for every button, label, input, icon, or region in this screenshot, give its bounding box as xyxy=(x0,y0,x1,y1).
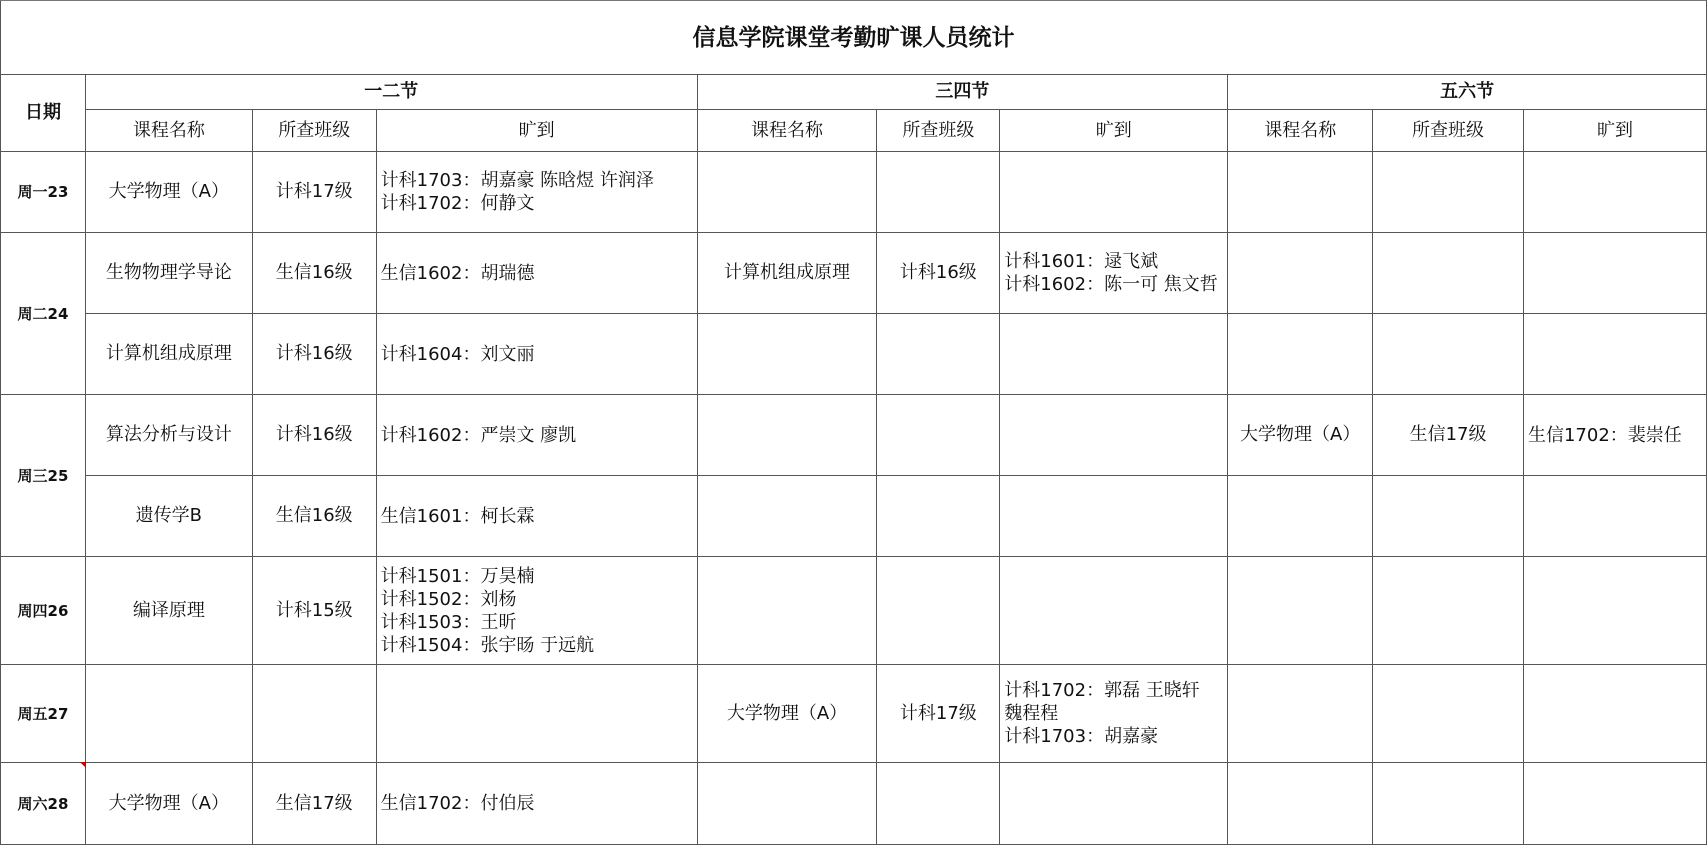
absent-cell[interactable] xyxy=(376,314,697,395)
class-cell[interactable]: 计科16级 xyxy=(252,395,376,476)
empty-cell[interactable] xyxy=(1523,557,1706,665)
absent-cell[interactable] xyxy=(376,763,697,845)
absent-cell[interactable] xyxy=(376,395,697,476)
table-row xyxy=(1,314,1707,395)
absent-cell[interactable] xyxy=(376,557,697,665)
course-cell[interactable]: 大学物理（A） xyxy=(697,665,877,763)
sheet-title[interactable]: 信息学院课堂考勤旷课人员统计 xyxy=(1,1,1707,75)
date-header[interactable]: 日期 xyxy=(1,75,86,152)
empty-cell[interactable] xyxy=(877,395,1000,476)
class-cell[interactable]: 生信17级 xyxy=(252,763,376,845)
day-cell[interactable]: 周二24 xyxy=(1,233,86,395)
day-cell[interactable]: 周五27 xyxy=(1,665,86,763)
day-cell[interactable]: 周一23 xyxy=(1,152,86,233)
absent-line: 计科1703：胡嘉豪 xyxy=(1004,726,1159,747)
empty-cell[interactable] xyxy=(697,395,877,476)
empty-cell[interactable] xyxy=(1373,763,1524,845)
empty-cell[interactable] xyxy=(1523,476,1706,557)
absent-header[interactable]: 旷到 xyxy=(1000,110,1228,152)
course-name-header[interactable]: 课程名称 xyxy=(85,110,252,152)
course-cell[interactable]: 计算机组成原理 xyxy=(85,314,252,395)
absent-line: 计科1702：何静文 xyxy=(380,193,535,214)
empty-cell[interactable] xyxy=(877,476,1000,557)
empty-cell[interactable] xyxy=(1373,152,1524,233)
class-cell[interactable]: 计科17级 xyxy=(877,665,1000,763)
day-cell[interactable]: 周四26 xyxy=(1,557,86,665)
empty-cell[interactable] xyxy=(1373,476,1524,557)
empty-cell[interactable] xyxy=(1523,314,1706,395)
empty-cell[interactable] xyxy=(877,763,1000,845)
absent-header[interactable]: 旷到 xyxy=(376,110,697,152)
table-row xyxy=(1,763,1707,845)
absent-line: 计科1703：胡嘉豪 陈晗煜 许润泽 xyxy=(380,170,654,191)
empty-cell[interactable] xyxy=(1228,557,1373,665)
empty-cell[interactable] xyxy=(1228,763,1373,845)
class-cell[interactable]: 计科16级 xyxy=(877,233,1000,314)
empty-cell[interactable] xyxy=(1523,763,1706,845)
absent-cell[interactable] xyxy=(1523,395,1706,476)
absent-line: 计科1602：陈一可 焦文哲 xyxy=(1004,274,1218,295)
empty-cell[interactable] xyxy=(1373,314,1524,395)
course-name-header[interactable]: 课程名称 xyxy=(1228,110,1373,152)
empty-cell[interactable] xyxy=(1000,763,1228,845)
absent-header[interactable]: 旷到 xyxy=(1523,110,1706,152)
empty-cell[interactable] xyxy=(1373,557,1524,665)
empty-cell[interactable] xyxy=(1373,233,1524,314)
course-cell[interactable]: 计算机组成原理 xyxy=(697,233,877,314)
empty-cell[interactable] xyxy=(1000,314,1228,395)
absent-cell[interactable] xyxy=(376,233,697,314)
absent-line: 生信1702：付伯辰 xyxy=(380,793,535,814)
empty-cell[interactable] xyxy=(1523,665,1706,763)
class-cell[interactable]: 生信16级 xyxy=(252,476,376,557)
empty-cell[interactable] xyxy=(877,152,1000,233)
course-cell[interactable]: 大学物理（A） xyxy=(85,152,252,233)
absent-line: 计科1604：刘文丽 xyxy=(380,343,535,365)
empty-cell[interactable] xyxy=(1523,152,1706,233)
period-12-header[interactable]: 一二节 xyxy=(85,75,697,110)
absent-line: 计科1702：郭磊 王晓轩 xyxy=(1004,680,1200,701)
table-row xyxy=(1,665,1707,763)
empty-cell[interactable] xyxy=(1228,665,1373,763)
empty-cell[interactable] xyxy=(697,152,877,233)
empty-cell[interactable] xyxy=(252,665,376,763)
table-row xyxy=(1,152,1707,233)
absent-line: 生信1601：柯长霖 xyxy=(380,505,535,527)
course-cell[interactable]: 遗传学B xyxy=(85,476,252,557)
class-cell[interactable]: 生信17级 xyxy=(1373,395,1524,476)
empty-cell[interactable] xyxy=(1228,152,1373,233)
absent-line: 生信1702：裴崇任 xyxy=(1527,424,1682,446)
absent-cell[interactable] xyxy=(376,476,697,557)
empty-cell[interactable] xyxy=(697,763,877,845)
empty-cell[interactable] xyxy=(1000,476,1228,557)
class-header[interactable]: 所查班级 xyxy=(877,110,1000,152)
empty-cell[interactable] xyxy=(1000,395,1228,476)
course-name-header[interactable]: 课程名称 xyxy=(697,110,877,152)
class-header[interactable]: 所查班级 xyxy=(1373,110,1524,152)
class-cell[interactable]: 计科15级 xyxy=(252,557,376,665)
empty-cell[interactable] xyxy=(1373,665,1524,763)
empty-cell[interactable] xyxy=(1228,233,1373,314)
class-cell[interactable]: 生信16级 xyxy=(252,233,376,314)
absent-line: 计科1602：严崇文 廖凯 xyxy=(380,424,577,446)
comment-indicator-icon[interactable] xyxy=(80,762,86,768)
absent-cell[interactable] xyxy=(376,152,697,233)
absent-line: 计科1504：张宇旸 于远航 xyxy=(380,634,595,656)
absent-cell[interactable] xyxy=(1000,665,1228,763)
class-cell[interactable]: 计科16级 xyxy=(252,314,376,395)
day-cell[interactable]: 周三25 xyxy=(1,395,86,557)
course-cell[interactable]: 大学物理（A） xyxy=(85,763,252,845)
table-row xyxy=(1,476,1707,557)
empty-cell[interactable] xyxy=(1000,557,1228,665)
table-row xyxy=(1,395,1707,476)
empty-cell[interactable] xyxy=(877,314,1000,395)
absent-line: 生信1602：胡瑞德 xyxy=(380,262,535,284)
empty-cell[interactable] xyxy=(697,557,877,665)
empty-cell[interactable] xyxy=(85,665,252,763)
period-34-header[interactable]: 三四节 xyxy=(697,75,1228,110)
absent-line: 计科1502：刘杨 xyxy=(380,588,517,610)
course-cell[interactable]: 大学物理（A） xyxy=(1228,395,1373,476)
absent-line: 计科1501：万昊楠 xyxy=(380,565,535,587)
table-row xyxy=(1,233,1707,314)
empty-cell[interactable] xyxy=(697,476,877,557)
table-row xyxy=(1,557,1707,665)
class-cell[interactable]: 计科17级 xyxy=(252,152,376,233)
day-cell[interactable]: 周六28 xyxy=(1,763,86,845)
empty-cell[interactable] xyxy=(1000,152,1228,233)
empty-cell[interactable] xyxy=(877,557,1000,665)
empty-cell[interactable] xyxy=(1523,233,1706,314)
class-header[interactable]: 所查班级 xyxy=(252,110,376,152)
course-cell[interactable]: 生物物理学导论 xyxy=(85,233,252,314)
absent-line: 魏程程 xyxy=(1004,703,1059,724)
course-cell[interactable]: 算法分析与设计 xyxy=(85,395,252,476)
empty-cell[interactable] xyxy=(697,314,877,395)
absent-cell[interactable] xyxy=(1000,233,1228,314)
period-56-header[interactable]: 五六节 xyxy=(1228,75,1707,110)
empty-cell[interactable] xyxy=(376,665,697,763)
absent-line: 计科1503：王昕 xyxy=(380,611,517,633)
empty-cell[interactable] xyxy=(1228,476,1373,557)
empty-cell[interactable] xyxy=(1228,314,1373,395)
absent-line: 计科1601：逯飞斌 xyxy=(1004,251,1159,272)
course-cell[interactable]: 编译原理 xyxy=(85,557,252,665)
